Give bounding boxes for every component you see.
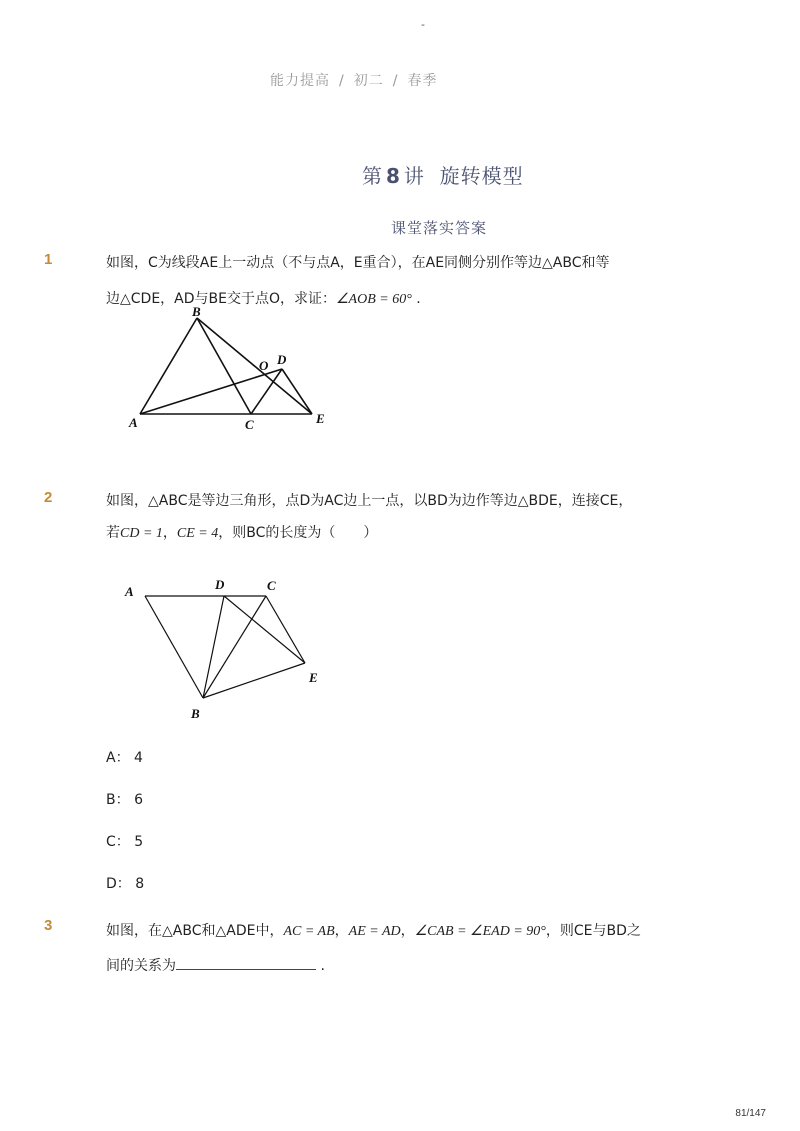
q1-label-a: A — [129, 415, 138, 430]
q2-label-c: C — [267, 578, 276, 593]
option-separator: ： — [115, 750, 130, 766]
breadcrumb-item: 初二 — [353, 73, 384, 89]
q1-label-b: B — [192, 305, 201, 319]
q3-line2-pre: 间的关系为 — [106, 958, 176, 974]
option-key: A — [106, 750, 116, 766]
option-separator: ： — [115, 792, 130, 808]
lecture-title — [362, 160, 524, 189]
option-separator: ： — [115, 834, 130, 850]
q2-line2 — [106, 522, 377, 542]
q2-option-c — [106, 831, 143, 851]
q1-segment-de — [282, 369, 312, 414]
q2-segment-ce — [266, 596, 305, 663]
q2-line2-post: ，则BC的长度为（ ） — [218, 525, 378, 541]
q3-line2 — [106, 955, 325, 975]
q2-segment-be — [203, 663, 305, 698]
q3-math-ac-ab: AC = AB — [283, 924, 335, 939]
q2-label-d: D — [215, 577, 225, 592]
q1-segment-ad — [140, 369, 282, 414]
q1-label-e: E — [316, 411, 325, 426]
q2-label-a: A — [125, 584, 134, 599]
option-value: 8 — [135, 876, 145, 892]
q3-line1-sep: ， — [334, 923, 349, 939]
page-number: 81/147 — [735, 1108, 766, 1119]
q3-line1-sep: ， — [400, 923, 415, 939]
option-separator: ： — [116, 876, 131, 892]
q2-line2-sep: ， — [162, 525, 177, 541]
question-number: 1 — [44, 251, 53, 268]
q2-option-b — [106, 789, 143, 809]
q3-math-angles: ∠CAB = ∠EAD = 90° — [414, 924, 546, 939]
q2-math-ce: CE = 4 — [176, 526, 219, 541]
question-number: 3 — [44, 917, 53, 934]
top-dash: - — [421, 18, 425, 31]
q1-segment-be — [197, 318, 312, 414]
q3-math-ae-ad: AE = AD — [348, 924, 401, 939]
breadcrumb-separator: / — [339, 73, 345, 89]
q2-segment-bc — [203, 596, 266, 698]
q1-segment-ab — [140, 318, 197, 414]
q1-line1: 如图，C为线段AE上一动点（不与点A，E重合），在AE同侧分别作等边△ABC和等 — [106, 255, 610, 271]
option-value: 5 — [134, 834, 144, 850]
option-key: B — [106, 792, 116, 808]
q2-segment-de — [224, 596, 305, 663]
option-value: 6 — [134, 792, 143, 808]
q3-line2-post: . — [316, 958, 325, 974]
q1-segment-bc — [197, 318, 251, 414]
lecture-suffix: 讲 — [403, 164, 425, 188]
q1-label-d: D — [277, 352, 287, 367]
breadcrumb-item: 春季 — [407, 73, 438, 89]
lecture-name: 旋转模型 — [439, 164, 524, 188]
breadcrumb-item: 能力提高 — [270, 73, 330, 89]
q1-line2-text: 边△CDE，AD与BE交于点O，求证： — [106, 291, 336, 307]
section-title: 课堂落实答案 — [391, 219, 488, 237]
q2-figure — [115, 570, 335, 725]
question-number: 2 — [44, 489, 53, 506]
breadcrumb — [270, 70, 437, 90]
lecture-prefix: 第 — [362, 164, 383, 188]
q2-label-b: B — [191, 706, 200, 721]
answer-blank[interactable] — [176, 955, 316, 970]
q2-segment-bd — [203, 596, 224, 698]
q2-line1: 如图，△ABC是等边三角形，点D为AC边上一点，以BD为边作等边△BDE，连接CE， — [106, 493, 633, 509]
q3-line1-pre: 如图，在△ABC和△ADE中， — [106, 923, 284, 939]
breadcrumb-separator: / — [392, 73, 399, 89]
q1-line2-end: . — [411, 291, 421, 307]
q1-label-o: O — [259, 358, 269, 373]
q1-label-c: C — [245, 417, 254, 432]
option-value: 4 — [134, 750, 143, 766]
q1-math-angle: ∠AOB = 60° — [336, 292, 412, 307]
q2-label-e: E — [309, 670, 318, 685]
option-key: D — [106, 876, 117, 892]
q3-line1-post: ，则CE与BD之 — [545, 923, 641, 939]
q3-line1 — [106, 920, 641, 940]
q2-segment-ab — [145, 596, 203, 698]
q2-math-cd: CD = 1 — [120, 526, 163, 541]
q2-option-a — [106, 747, 143, 767]
q1-figure — [120, 305, 340, 435]
option-key: C — [106, 834, 116, 850]
q2-line2-pre: 若 — [106, 525, 120, 541]
lecture-number: 8 — [386, 164, 401, 188]
q2-option-d — [106, 873, 144, 893]
